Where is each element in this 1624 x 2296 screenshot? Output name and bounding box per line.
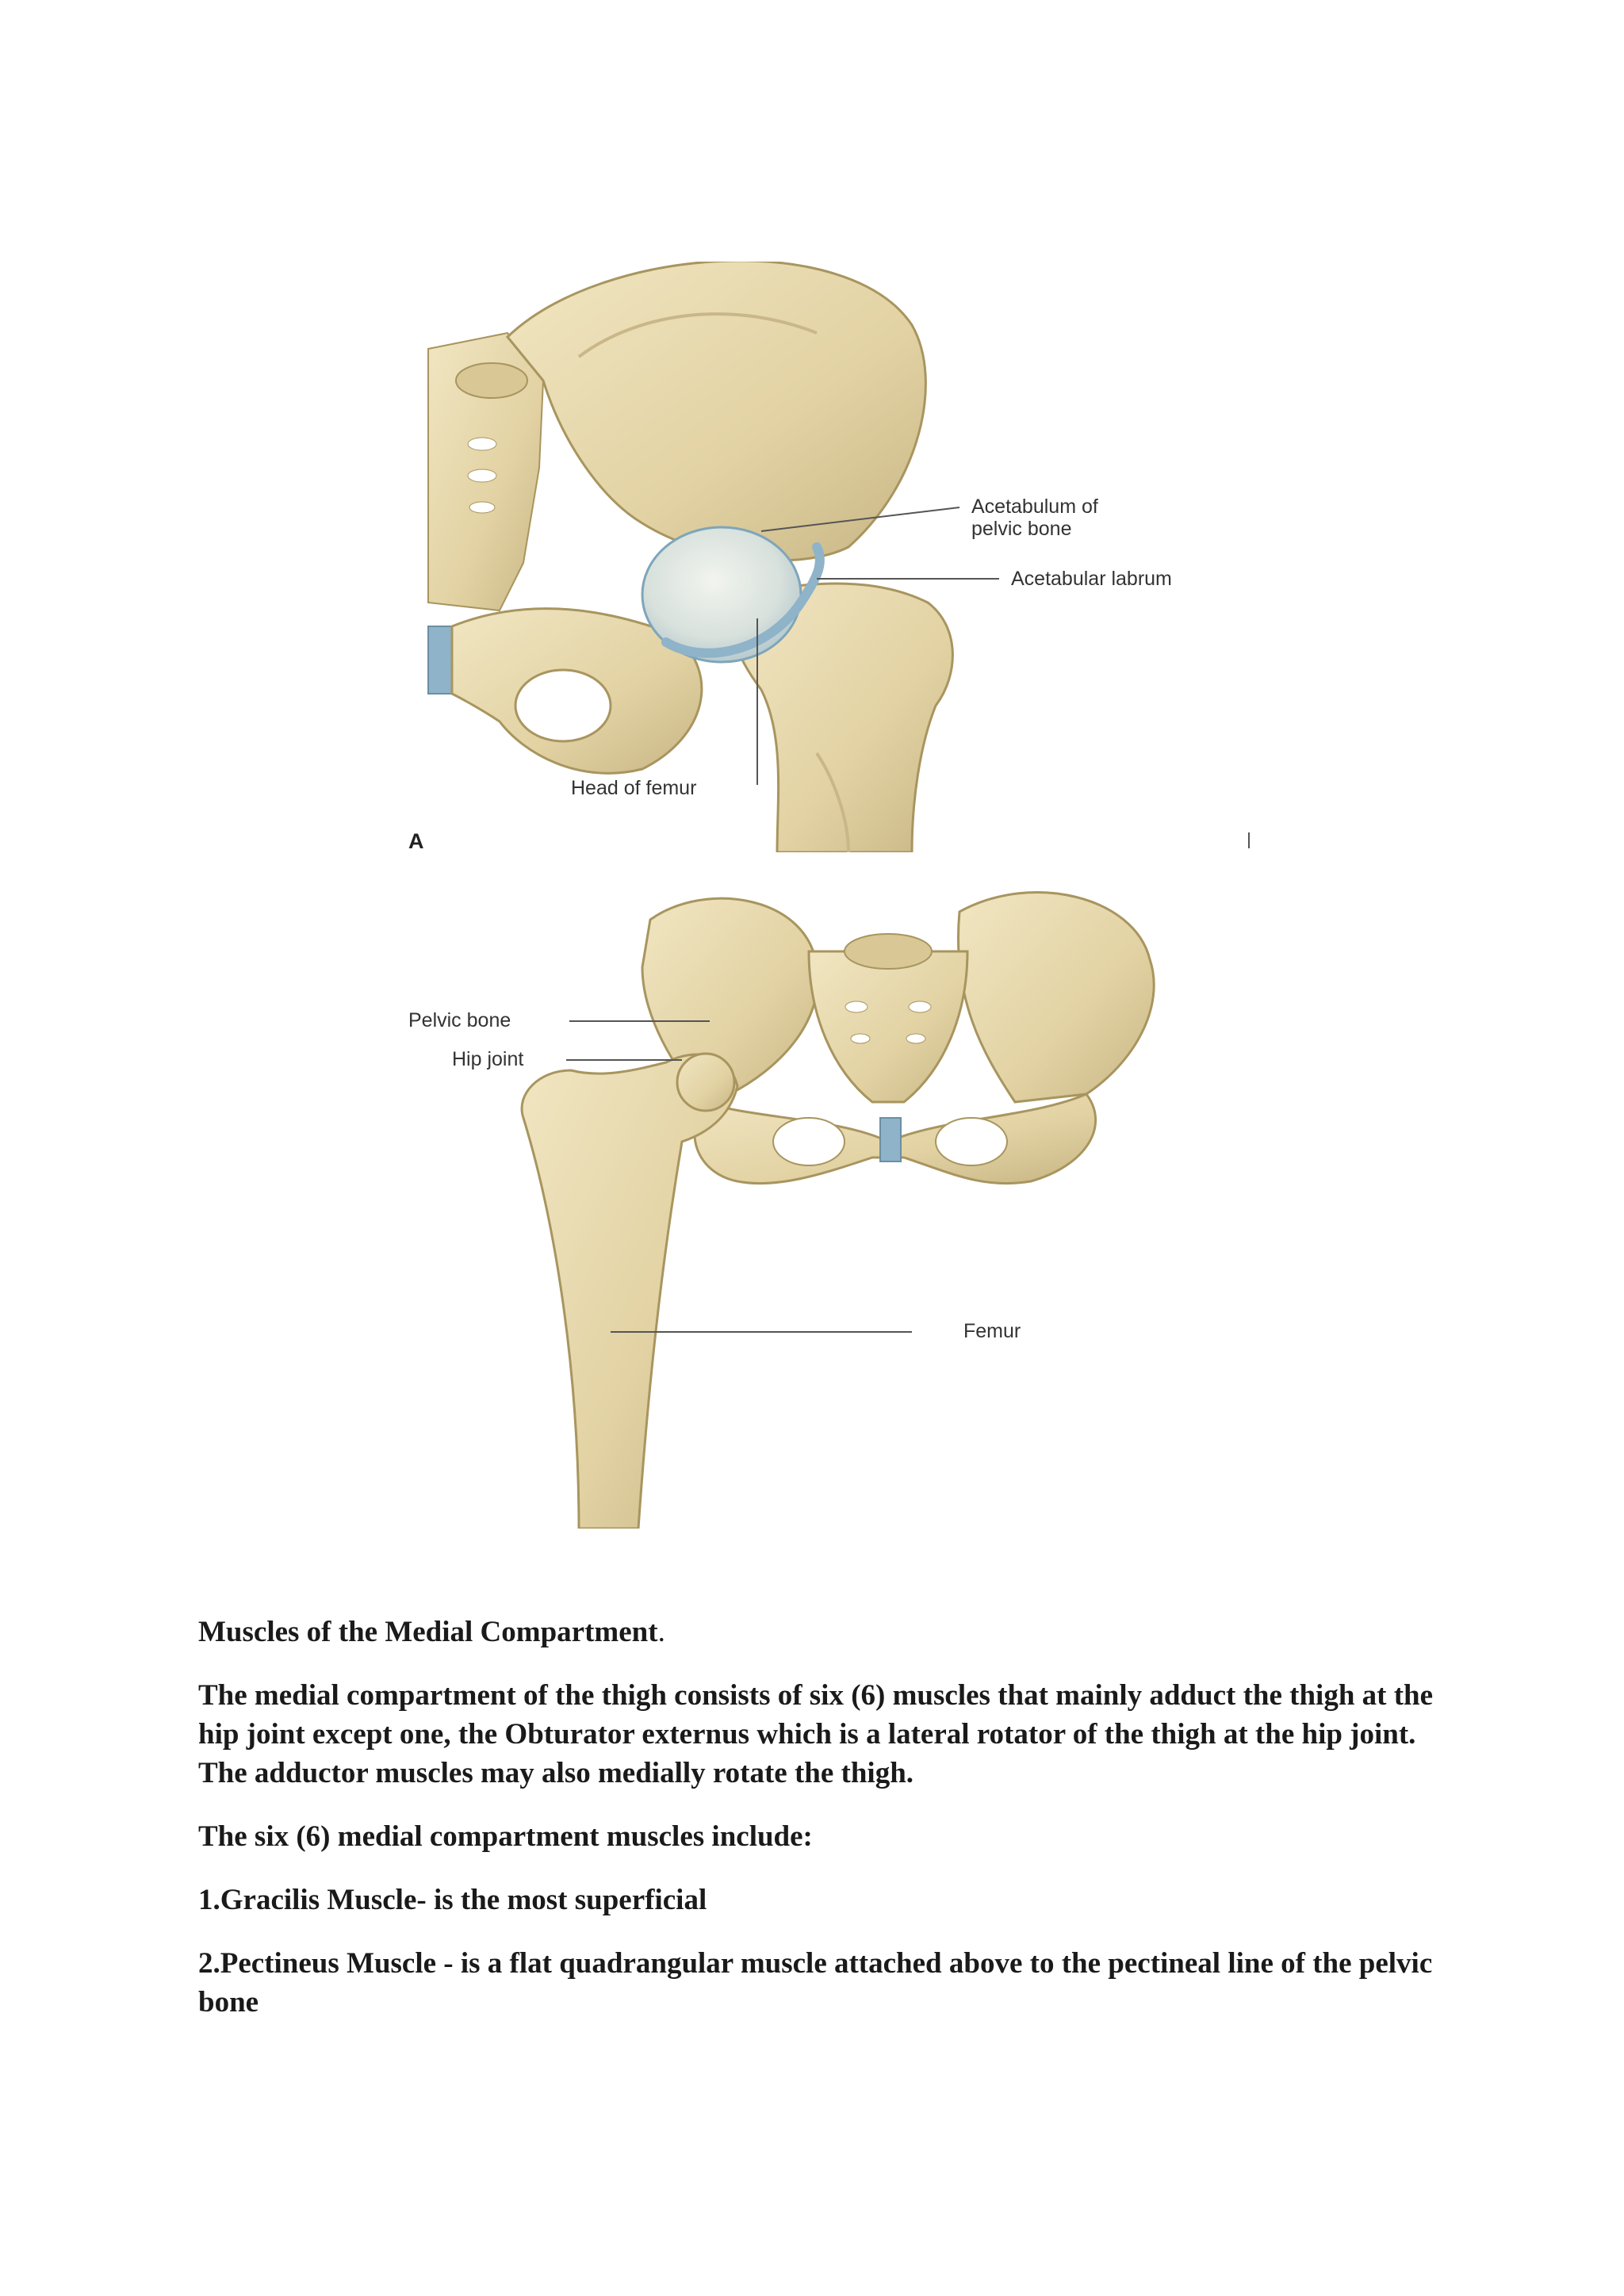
section-heading	[198, 1613, 1435, 1651]
label-acetabulum-line2: pelvic bone	[971, 518, 1072, 540]
label-femur: Femur	[963, 1320, 1021, 1342]
list-item-pectineus: 2.Pectineus Muscle - is a flat quadrangular muscle attached above to the pectineal line of the pelvic bone	[198, 1947, 1433, 2019]
label-acetabulum-line1: Acetabulum of	[971, 496, 1098, 518]
paragraph-muscles-include: The six (6) medial compartment muscles include:	[198, 1820, 813, 1853]
label-acetabular-labrum: Acetabular labrum	[1011, 568, 1172, 590]
label-hip-joint: Hip joint	[452, 1048, 524, 1070]
pelvis-femur-illustration	[396, 880, 1269, 1529]
label-head-of-femur: Head of femur	[571, 777, 697, 799]
figure-letter-a: A	[408, 829, 424, 853]
list-item-gracilis: 1.Gracilis Muscle- is the most superficial	[198, 1884, 707, 1916]
pelvis-femur-figure-b	[396, 880, 1269, 1529]
hip-joint-illustration	[404, 262, 1253, 852]
section-heading-text: Muscles of the Medial Compartment	[198, 1616, 658, 1648]
label-acetabulum	[971, 496, 1098, 540]
label-pelvic-bone: Pelvic bone	[408, 1009, 511, 1031]
paragraph-medial-compartment: The medial compartment of the thigh consists of six (6) muscles that mainly adduct the thigh at the hip joint except one, the Obturator externus which is a lateral rotator of the thigh at the hip joint. The adductor muscles may also medially rotate the thigh.	[198, 1679, 1434, 1789]
section-heading-period: .	[657, 1616, 665, 1648]
hip-joint-figure-a	[404, 262, 1253, 852]
